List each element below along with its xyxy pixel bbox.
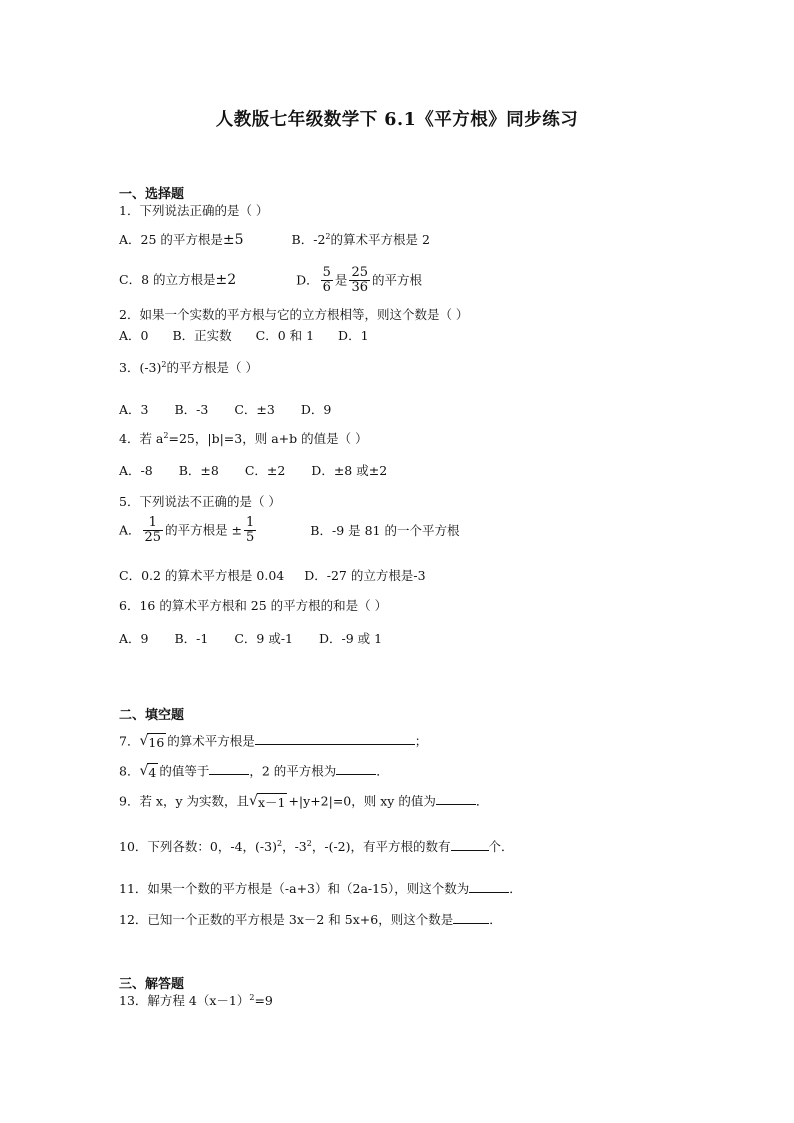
- section-heading-choice: 一、选择题: [119, 187, 185, 202]
- q3-option-a: A．3: [119, 402, 149, 417]
- q4-stem: 4．若 $a^2=25$，|b|=3，则 a+b 的值是（ ）: [119, 431, 368, 446]
- q5-option-b: B．-9 是 81 的一个平方根: [310, 522, 460, 538]
- q1-option-a: A．25 的平方根是±5: [119, 232, 244, 248]
- q9: 9．若 x，y 为实数，且√x－1 +|y+2|=0，则 xy 的值为 ．: [119, 792, 489, 810]
- q13: 13．解方程 $4(x-1)^2=9$: [119, 993, 273, 1008]
- fraction-5-6: $\frac{5}{6}$: [322, 265, 331, 296]
- q6-option-b: B．-1: [174, 631, 209, 646]
- q5-stem: 5．下列说法不正确的是（ ）: [119, 494, 281, 509]
- q10-answer-blank[interactable]: [451, 838, 489, 851]
- section-heading-solve: 三、解答题: [119, 977, 185, 992]
- q2-option-c: C．0 和 1: [255, 328, 315, 343]
- q5-option-d: D．-27 的立方根是-3: [304, 568, 426, 583]
- q8-answer-blank-2[interactable]: [336, 762, 376, 775]
- q1-option-d: D． $\frac{5}{6}$ 是 $\frac{25}{36}$ 的平方根: [296, 265, 422, 296]
- q2-option-d: D．1: [338, 328, 369, 343]
- q3-option-b: B．-3: [174, 402, 209, 417]
- q3-stem: 3．$(-3)^2$的平方根是（ ）: [119, 360, 258, 375]
- q5-option-c: C．0.2 的算术平方根是 0.04: [119, 568, 285, 583]
- q3-options: [119, 402, 331, 418]
- q3-option-d: D．9: [300, 402, 332, 417]
- q6-options: [119, 631, 382, 647]
- q1-options-cd: [119, 266, 422, 296]
- fraction-1-25: $\frac{1}{25}$: [144, 515, 162, 546]
- sqrt-16: √16: [139, 732, 165, 750]
- q4-option-a: A．-8: [119, 463, 153, 478]
- q2-options: [119, 328, 369, 344]
- q10: 10．下列各数：0，-4，$(-3)^2$，$-3^2$，-(-2)，有平方根的数有 个．: [119, 839, 514, 854]
- q7-answer-blank[interactable]: [255, 732, 415, 745]
- q11: 11．如果一个数的平方根是（-a+3）和（2a-15），则这个数为 ．: [119, 881, 522, 896]
- q1-options-ab: [119, 232, 430, 250]
- q2-option-b: B．正实数: [172, 328, 232, 343]
- sqrt-x-minus-1: √x－1: [249, 792, 286, 810]
- q4-option-c: C．±2: [244, 463, 286, 478]
- q1-option-b: B．$-2^2$的算术平方根是 2: [291, 232, 430, 247]
- q1-stem: 1．下列说法正确的是（ ）: [119, 203, 269, 218]
- section-heading-fill: 二、填空题: [119, 708, 185, 723]
- q6-option-d: D．-9 或 1: [318, 631, 383, 646]
- q4-option-b: B．±8: [178, 463, 219, 478]
- q1-option-c: C．8 的立方根是±2: [119, 272, 237, 289]
- fraction-1-5: $\frac{1}{5}$: [246, 515, 255, 546]
- q9-answer-blank[interactable]: [436, 792, 476, 805]
- q2-stem: 2．如果一个实数的平方根与它的立方根相等，则这个数是（ ）: [119, 307, 469, 322]
- q5-options-cd: [119, 568, 426, 584]
- q2-option-a: A．0: [119, 328, 149, 343]
- q7: 7．√16 的算术平方根是 ；: [119, 732, 428, 750]
- sqrt-4: √4: [139, 762, 157, 780]
- q11-answer-blank[interactable]: [469, 880, 509, 893]
- q5-options-ab: [119, 516, 459, 546]
- q6-option-c: C．9 或-1: [234, 631, 293, 646]
- q3-option-c: C．±3: [234, 402, 275, 417]
- q5-option-a: A． $\frac{1}{25}$ 的平方根是 ± $\frac{1}{5}$: [119, 515, 255, 546]
- q8-answer-blank-1[interactable]: [209, 762, 249, 775]
- q8: 8．√4 的值等于 ，2 的平方根为 ．: [119, 762, 389, 780]
- q6-option-a: A．9: [119, 631, 149, 646]
- fraction-25-36: $\frac{25}{36}$: [351, 265, 368, 296]
- q6-stem: 6．16 的算术平方根和 25 的平方根的和是（ ）: [119, 598, 388, 613]
- q12: 12．已知一个正数的平方根是 3x－2 和 5x+6，则这个数是 ．: [119, 912, 502, 927]
- q4-option-d: D．±8 或±2: [311, 463, 388, 478]
- page-title: 人教版七年级数学下 6.1《平方根》同步练习: [215, 110, 579, 130]
- q12-answer-blank[interactable]: [453, 911, 489, 924]
- q4-options: [119, 463, 387, 479]
